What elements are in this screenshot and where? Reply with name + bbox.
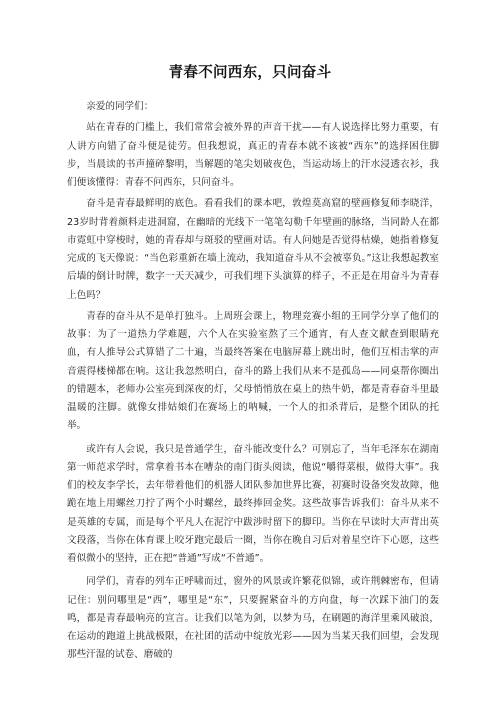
paragraph-1: 站在青春的门槛上，我们常常会被外界的声音干扰——有人说选择比努力重要，有人讲方向错了奋斗便是徒劳。但我想说，真正的青春本就不该被“西东”的选择困住脚步，当晨读的书声撞碎黎明，当解题的笔尖划破夜色，当运动场上的汗水浸透衣衫，我们便该懂得：青春不问西东，只问奋斗。 bbox=[67, 122, 439, 188]
document-body bbox=[67, 98, 439, 665]
paragraph-5: 同学们，青春的列车正呼啸而过，窗外的风景或许繁花似锦，或许荆棘密布，但请记住：别问哪里是“西”，哪里是“东”，只要握紧奋斗的方向盘，每一次踩下油门的轰鸣，都是青春最响亮的宣言。让我们以笔为剑，以梦为马，在刷题的海洋里乘风破浪，在运动的跑道上挑战极限，在社团的活动中绽放光彩——因为当某天我们回望，会发现那些汗湿的试卷、磨破的 bbox=[67, 576, 439, 661]
salutation: 亲爱的同学们： bbox=[86, 101, 154, 112]
paragraph-2: 奋斗是青春最鲜明的底色。看看我们的课本吧，敦煌莫高窟的壁画修复师李晓洋，23岁时背着颜料走进洞窟，在幽暗的光线下一笔笔勾勒千年壁画的脉络，当同龄人在都市霓虹中穿梭时，她的青春却与斑驳的壁画对话。有人问她是否觉得枯燥，她指着修复完成的飞天像说：“当色彩重新在墙上流动，我知道奋斗从不会被辜负。”这让我想起教室后墙的倒计时牌，数字一天天减少，可我们埋下头演算的样子，不正是在用奋斗为青春上色吗？ bbox=[67, 198, 439, 301]
document-title: 青春不问西东，只问奋斗 bbox=[168, 65, 332, 81]
paragraph-4: 或许有人会说，我只是普通学生，奋斗能改变什么？可别忘了，当年毛泽东在湖南第一师范求学时，常拿着书本在嘈杂的南门街头阅读，他说“嚼得菜根，做得大事”。我们的校友李学长，去年带着他们的机器人团队参加世界比赛，初赛时设备突发故障，他跪在地上用螺丝刀拧了两个小时螺丝，最终捧回金奖。这些故事告诉我们：奋斗从来不是英雄的专属，而是每个平凡人在泥泞中跋涉时留下的脚印。当你在早读时大声背出英文段落，当你在体育课上咬牙跑完最后一圈，当你在晚自习后对着星空许下心愿，这些看似微小的坚持，正在把“普通”写成“不普通”。 bbox=[67, 443, 439, 564]
paragraph-3: 青春的奋斗从不是单打独斗。上周班会课上，物理竞赛小组的王同学分享了他们的故事：为了一道热力学难题，六个人在实验室熬了三个通宵，有人查文献查到眼睛充血，有人推导公式算错了二十遍，当最终答案在电脑屏幕上跳出时，他们互相击掌的声音震得楼梯都在响。这让我忽然明白，奋斗的路上我们从来不是孤岛——同桌帮你圈出的错题本，老师办公室亮到深夜的灯，父母悄悄放在桌上的热牛奶，都是青春奋斗里最温暖的注脚。就像女排姑娘们在赛场上的呐喊，一个人的扣杀背后，是整个团队的托举。 bbox=[67, 310, 439, 432]
